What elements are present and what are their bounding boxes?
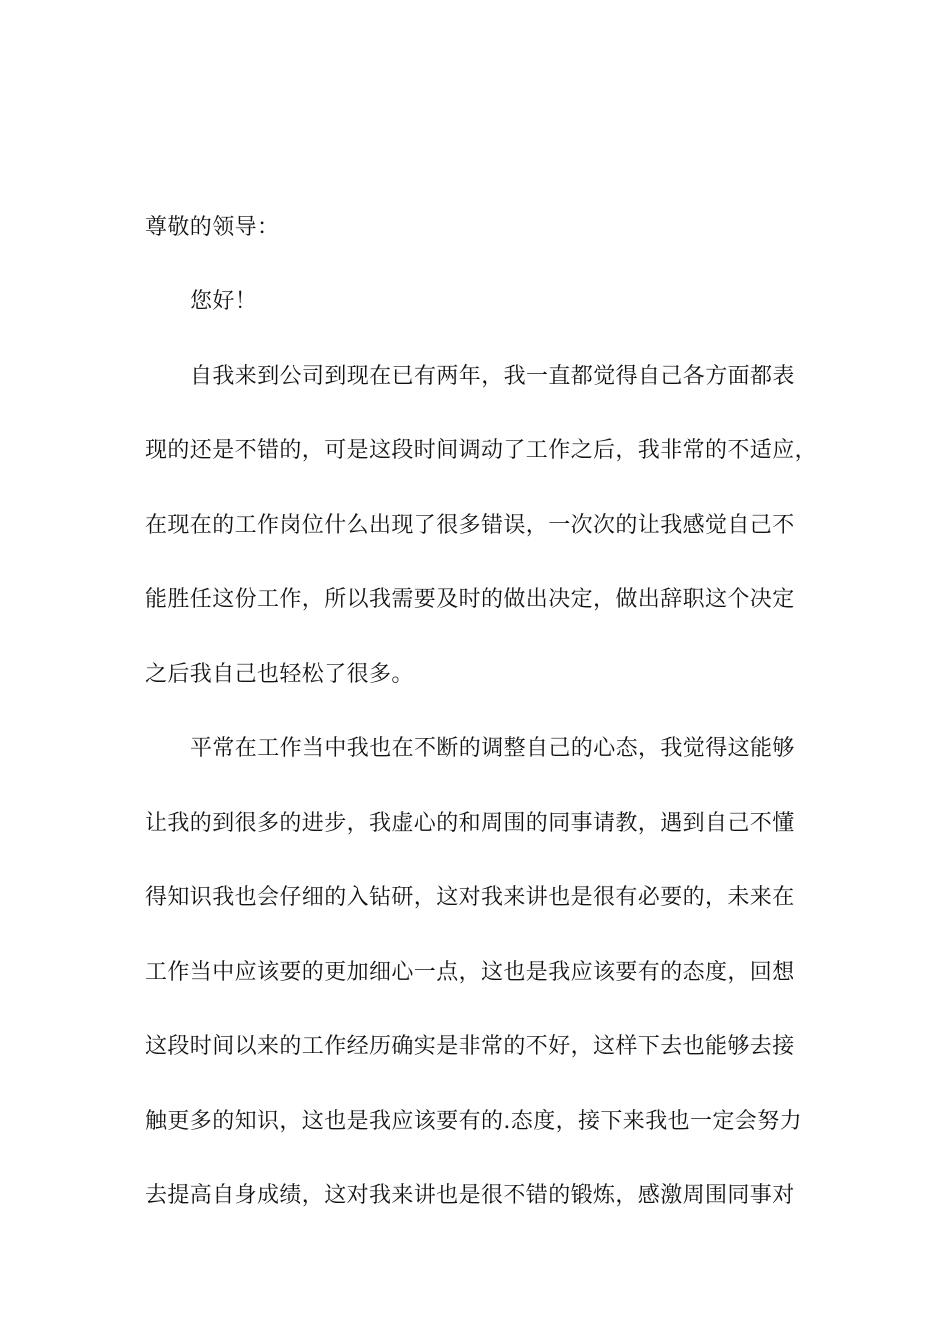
paragraph-2-line-6: 触更多的知识，这也是我应该要有的.态度，接下来我也一定会努力 [145, 1109, 802, 1134]
paragraph-1-line-5: 之后我自己也轻松了很多。 [145, 662, 414, 687]
greeting: 您好！ [190, 289, 258, 314]
paragraph-2-line-2: 让我的到很多的进步，我虚心的和周围的同事请教，遇到自己不懂 [145, 811, 795, 836]
paragraph-2-line-4: 工作当中应该要的更加细心一点，这也是我应该要有的态度，回想 [145, 960, 795, 985]
paragraph-1-line-1: 自我来到公司到现在已有两年，我一直都觉得自己各方面都表 [190, 364, 795, 389]
paragraph-1-line-2: 现的还是不错的，可是这段时间调动了工作之后，我非常的不适应， [145, 438, 818, 463]
paragraph-2-line-5: 这段时间以来的工作经历确实是非常的不好，这样下去也能够去接 [145, 1034, 795, 1059]
paragraph-2-line-7: 去提高自身成绩，这对我来讲也是很不错的锻炼，感激周围同事对 [145, 1183, 795, 1208]
paragraph-2-line-3: 得知识我也会仔细的入钻研，这对我来讲也是很有必要的，未来在 [145, 885, 795, 910]
paragraph-1-line-3: 在现在的工作岗位什么出现了很多错误，一次次的让我感觉自己不 [145, 513, 795, 538]
paragraph-2-line-1: 平常在工作当中我也在不断的调整自己的心态，我觉得这能够 [190, 736, 795, 761]
paragraph-1-line-4: 能胜任这份工作，所以我需要及时的做出决定，做出辞职这个决定 [145, 587, 795, 612]
salutation: 尊敬的领导： [145, 215, 280, 240]
